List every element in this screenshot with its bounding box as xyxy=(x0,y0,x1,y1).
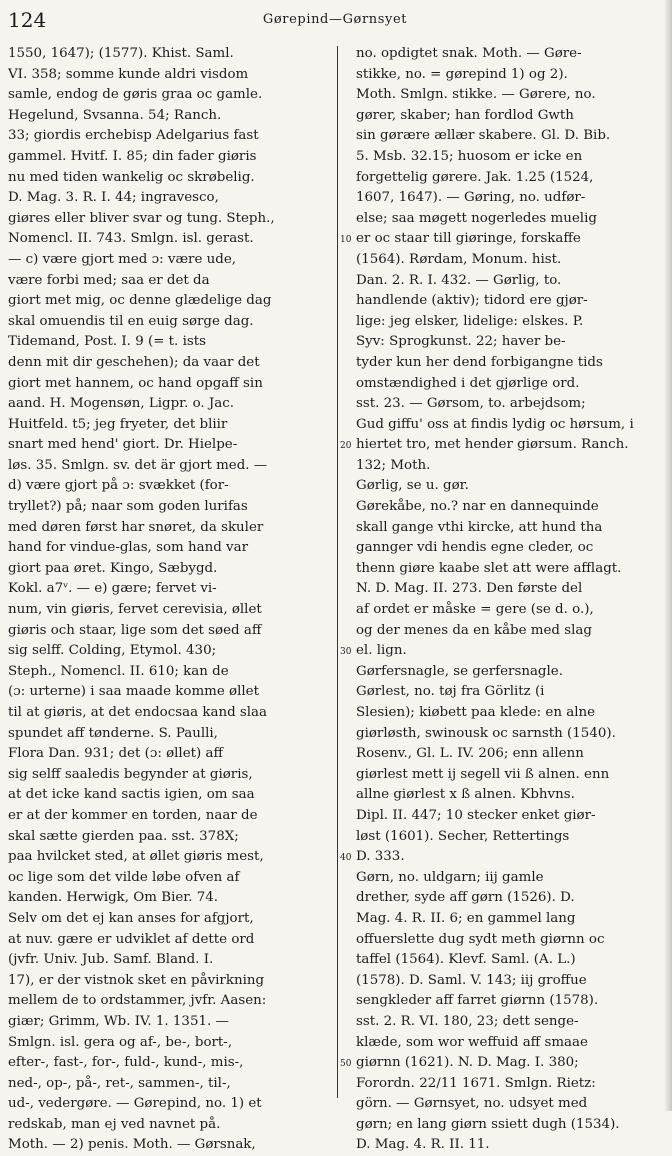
text-line: løs. 35. Smlgn. sv. det är gjort med. — xyxy=(8,457,268,473)
text-line: skal sætte gierden paa. sst. 378X; xyxy=(8,828,239,844)
text-line: af ordet er måske = gere (se d. o.), xyxy=(356,602,594,618)
text-line: sst. 23. — Gørsom, to. arbejdsom; xyxy=(356,396,586,412)
text-line: drether, syde aff gørn (1526). D. xyxy=(356,890,575,906)
text-line: (jvfr. Univ. Jub. Samf. Bland. I. xyxy=(8,952,214,968)
text-line: giort met mig, oc denne glædelige dag xyxy=(8,293,272,309)
text-line: D. Mag. 4. R. II. 11. xyxy=(356,1137,490,1153)
text-line: forgettelig gørere. Jak. 1.25 (1524, xyxy=(356,169,594,185)
text-line: gørn; en lang giørn ssiett dugh (1534). xyxy=(356,1116,620,1132)
text-line: thenn giøre kaabe slet att were afflagt. xyxy=(356,560,622,576)
text-line: giørlest mett ij segell vii ß alnen. enn xyxy=(356,766,610,782)
text-line: VI. 358; somme kunde aldri visdom xyxy=(8,66,249,82)
page-number: 124 xyxy=(8,8,47,32)
text-line: omstændighed i det gjørlige ord. xyxy=(356,375,580,391)
text-line: sig selff. Colding, Etymol. 430; xyxy=(8,643,217,659)
text-line: paa hvilcket sted, at øllet giøris mest, xyxy=(8,849,264,865)
text-line: 17), er der vistnok sket en påvirkning xyxy=(8,972,265,988)
text-line: Hegelund, Svsanna. 54; Ranch. xyxy=(8,107,222,123)
text-line: aand. H. Mogensøn, Ligpr. o. Jac. xyxy=(8,396,235,412)
text-line: ud-, vedergøre. — Gørepind, no. 1) et xyxy=(8,1096,262,1112)
text-line: 132; Moth. xyxy=(356,457,431,473)
text-line: N. D. Mag. II. 273. Den første del xyxy=(356,581,583,597)
column-divider xyxy=(337,46,338,1098)
text-line: Smlgn. isl. gera og af-, be-, bort-, xyxy=(8,1034,233,1050)
text-line: Moth. — 2) penis. Moth. — Gørsnak, xyxy=(8,1137,256,1153)
text-line: giort paa øret. Kingo, Sæbygd. xyxy=(8,560,218,576)
text-line: Steph., Nomencl. II. 610; kan de xyxy=(8,663,229,679)
line-number: 40 xyxy=(340,853,352,864)
text-line: Dan. 2. R. I. 432. — Gørlig, to. xyxy=(356,272,562,288)
text-line: d) være gjort på ɔ: svækket (for- xyxy=(8,478,229,494)
text-line: Gud giffu' oss at findis lydig oc hørsum, i xyxy=(356,416,634,432)
text-line: Huitfeld. t5; jeg fryeter, det bliir xyxy=(8,416,228,432)
text-line: Slesien); kiøbett paa klede: en alne xyxy=(356,705,596,720)
text-line: allne giørlest x ß alnen. Kbhvns. xyxy=(356,787,575,803)
text-line: Tidemand, Post. I. 9 (= t. ists xyxy=(8,334,206,350)
text-line: D. Mag. 3. R. I. 44; ingravesco, xyxy=(8,190,219,206)
text-line: lige: jeg elsker, lidelige: elskes. P. xyxy=(356,313,584,329)
text-line: Selv om det ej kan anses for afgjort, xyxy=(8,910,254,926)
left-column xyxy=(8,44,330,1156)
text-line: Gørfersnagle, se gerfersnagle. xyxy=(356,663,563,679)
line-number: 20 xyxy=(340,441,352,452)
text-line: Dipl. II. 447; 10 stecker enket giør- xyxy=(356,807,596,823)
text-line: 1607, 1647). — Gøring, no. udfør- xyxy=(356,190,586,206)
text-line: sengkleder aff farret giørnn (1578). xyxy=(356,993,599,1009)
text-line: giøres eller bliver svar og tung. Steph., xyxy=(8,210,275,226)
text-line: el. lign. xyxy=(356,643,407,659)
text-line: er at der kommer en torden, naar de xyxy=(8,807,258,823)
text-line: — c) være gjort med ɔ: være ude, xyxy=(8,251,237,267)
page-header xyxy=(8,8,662,34)
text-line: at det icke kand sactis igien, om saa xyxy=(8,787,255,803)
text-line: klæde, som wor weffuid aff smaae xyxy=(356,1034,588,1050)
text-line: være forbi med; saa er det da xyxy=(8,272,210,288)
text-line: giøris och staar, lige som det søed aff xyxy=(8,622,262,638)
text-line: gannger vdi hendis egne cleder, oc xyxy=(356,540,594,556)
text-line: 33; giordis erchebisp Adelgarius fast xyxy=(8,128,259,144)
text-line: num, vin giøris, fervet cerevisia, øllet xyxy=(8,602,262,618)
text-line: og der menes da en kåbe med slag xyxy=(356,622,592,638)
text-line: taffel (1564). Klevf. Saml. (A. L.) xyxy=(356,952,576,968)
right-column xyxy=(356,44,672,1156)
text-line: giørnn (1621). N. D. Mag. I. 380; xyxy=(356,1055,579,1071)
text-line: Nomencl. II. 743. Smlgn. isl. gerast. xyxy=(8,231,254,247)
text-line: skall gange vthi kircke, att hund tha xyxy=(356,519,603,535)
text-line: hand for vindue-glas, som hand var xyxy=(8,540,248,556)
text-line: mellem de to ordstammer, jvfr. Aasen: xyxy=(8,993,267,1009)
text-line: Kokl. a7ᵛ. — e) gære; fervet vi- xyxy=(8,581,217,597)
text-line: 5. Msb. 32.15; huosom er icke en xyxy=(356,148,583,164)
text-line: snart med hend' giort. Dr. Hielpe- xyxy=(8,437,238,453)
text-line: nu med tiden wankelig oc skrøbelig. xyxy=(8,169,255,185)
text-line: Flora Dan. 931; det (ɔ: øllet) aff xyxy=(8,746,223,762)
text-line: sin gørære ællær skabere. Gl. D. Bib. xyxy=(356,128,611,144)
text-line: giørløsth, swinousk oc sarnsth (1540). xyxy=(356,725,616,741)
text-line: Mag. 4. R. II. 6; en gammel lang xyxy=(356,910,576,926)
text-line: samle, endog de gøris graa oc gamle. xyxy=(8,87,263,103)
text-line: (1578). D. Saml. V. 143; iij groffue xyxy=(356,972,587,988)
text-line: tryllet?) på; naar som goden lurifas xyxy=(8,499,248,515)
text-line: stikke, no. = gørepind 1) og 2). xyxy=(356,66,568,82)
text-line: gammel. Hvitf. I. 85; din fader giøris xyxy=(8,148,257,164)
text-line: løst (1601). Secher, Rettertings xyxy=(356,828,570,844)
text-line: til at giøris, at det endocsaa kand slaa xyxy=(8,705,268,720)
line-number: 50 xyxy=(340,1059,352,1070)
text-line: offuerslette dug sydt meth giørnn oc xyxy=(356,931,605,947)
text-line: tyder kun her dend forbigangne tids xyxy=(356,354,603,370)
text-line: (1564). Rørdam, Monum. hist. xyxy=(356,251,562,267)
text-line: (ɔ: urterne) i saa maade komme øllet xyxy=(8,684,259,700)
text-line: gører, skaber; han fordlod Gwth xyxy=(356,107,574,123)
text-line: Syv: Sprogkunst. 22; haver be- xyxy=(356,334,566,350)
text-line: Moth. Smlgn. stikke. — Gørere, no. xyxy=(356,87,596,103)
text-line: skal omuendis til en euig sørge dag. xyxy=(8,313,254,329)
text-line: D. 333. xyxy=(356,849,405,865)
text-line: redskab, man ej ved navnet på. xyxy=(8,1116,221,1132)
text-line: hiertet tro, met hender giørsum. Ranch. xyxy=(356,437,629,453)
text-line: med døren først har snøret, da skuler xyxy=(8,519,264,535)
text-line: oc lige som det vilde løbe ofven af xyxy=(8,869,240,885)
text-line: giort met hannem, oc hand opgaff sin xyxy=(8,375,263,391)
text-line: no. opdigtet snak. Moth. — Gøre- xyxy=(356,46,582,61)
text-line: giær; Grimm, Wb. IV. 1. 1351. — xyxy=(8,1013,229,1029)
text-line: spundet aff tønderne. S. Paulli, xyxy=(8,725,218,741)
text-line: 1550, 1647); (1577). Khist. Saml. xyxy=(8,46,234,61)
running-head: Gørepind—Gørnsyet xyxy=(262,12,408,27)
text-line: er oc staar till giøringe, forskaffe xyxy=(356,231,581,247)
line-number: 10 xyxy=(340,235,352,246)
text-line: sig selff saaledis begynder at giøris, xyxy=(8,766,253,782)
text-line: kanden. Herwigk, Om Bier. 74. xyxy=(8,890,219,906)
text-line: Forordn. 22/11 1671. Smlgn. Rietz: xyxy=(356,1075,596,1091)
text-line: at nuv. gære er udviklet af dette ord xyxy=(8,931,255,947)
text-line: denn mit dir geschehen); da vaar det xyxy=(8,354,260,370)
text-line: Gørlig, se u. gør. xyxy=(356,478,469,494)
page-edge-shadow xyxy=(664,0,672,1111)
text-line: handlende (aktiv); tidord ere gjør- xyxy=(356,293,588,309)
text-line: Gørn, no. uldgarn; iij gamle xyxy=(356,869,544,885)
text-line: efter-, fast-, for-, fuld-, kund-, mis-, xyxy=(8,1055,244,1071)
text-line: Gørlest, no. tøj fra Görlitz (i xyxy=(356,684,545,700)
text-line: görn. — Gørnsyet, no. udsyet med xyxy=(356,1096,588,1112)
text-line: Gørekåbe, no.? nar en dannequinde xyxy=(356,499,599,515)
text-line: Rosenv., Gl. L. IV. 206; enn allenn xyxy=(356,746,584,762)
text-line: else; saa møgett nogerledes muelig xyxy=(356,210,597,226)
text-line: ned-, op-, på-, ret-, sammen-, til-, xyxy=(8,1075,231,1091)
text-line: sst. 2. R. VI. 180, 23; dett senge- xyxy=(356,1013,579,1029)
line-number: 30 xyxy=(340,647,352,658)
